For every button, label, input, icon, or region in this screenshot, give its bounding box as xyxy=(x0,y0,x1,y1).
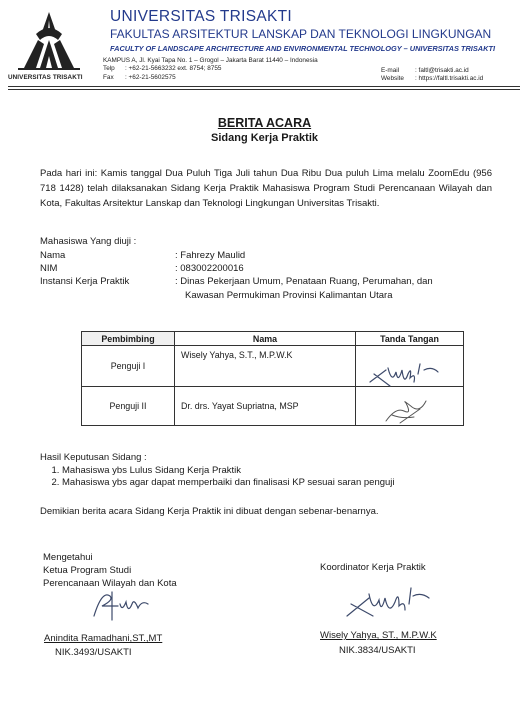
right-signatory-title: Koordinator Kerja Praktik xyxy=(320,562,426,573)
signature-drawing xyxy=(343,582,433,622)
nama-label: Nama xyxy=(40,250,66,261)
instansi-label: Instansi Kerja Praktik xyxy=(40,276,130,287)
nim-value: : 083002200016 xyxy=(175,263,244,274)
university-logo xyxy=(14,10,84,72)
header-divider-thin xyxy=(8,89,520,90)
list-item: 1. Mahasiswa ybs Lulus Sidang Kerja Praktik xyxy=(62,465,395,478)
left-signatory-line1: Mengetahui xyxy=(43,552,93,563)
list-item: 2. Mahasiswa ybs agar dapat memperbaiki dan finalisasi KP sesuai saran penguji xyxy=(62,477,395,490)
right-signatory-nik: NIK.3834/USAKTI xyxy=(339,645,416,656)
fax-value: : +62-21-5602575 xyxy=(125,73,176,81)
telp-label: Telp xyxy=(103,65,115,73)
university-name: UNIVERSITAS TRISAKTI xyxy=(110,8,292,25)
nim-label: NIM xyxy=(40,263,58,274)
instansi-value-line2: Kawasan Permukiman Provinsi Kalimantan Utara xyxy=(185,290,393,301)
left-signatory-line3: Perencanaan Wilayah dan Kota xyxy=(43,578,177,589)
email-label: E-mail xyxy=(381,67,400,74)
instansi-value-line1: : Dinas Pekerjaan Umum, Penataan Ruang, Perumahan, dan xyxy=(175,276,433,287)
nama-value: : Fahrezy Maulid xyxy=(175,250,246,261)
email-value[interactable]: : faltl@trisakti.ac.id xyxy=(415,67,469,74)
left-signatory-nik: NIK.3493/USAKTI xyxy=(55,647,132,658)
faculty-name: FAKULTAS ARSITEKTUR LANSKAP DAN TEKNOLOGI LINGKUNGAN xyxy=(110,27,492,41)
table-header-row xyxy=(82,332,464,346)
examiner-name: Dr. drs. Yayat Supriatna, MSP xyxy=(175,387,356,426)
address-line: KAMPUS A, Jl. Kyai Tapa No. 1 – Grogol – Jakarta Barat 11440 – Indonesia xyxy=(103,57,318,64)
closing-statement: Demikian berita acara Sidang Kerja Praktik ini dibuat dengan sebenar-benarnya. xyxy=(40,506,379,517)
website-label: Website xyxy=(381,75,404,83)
left-signatory-block xyxy=(43,551,177,590)
right-signatory-name: Wisely Yahya, ST., M.P.W.K xyxy=(320,630,437,641)
signature-drawing xyxy=(368,360,448,390)
signature-drawing xyxy=(88,586,158,626)
column-header: Nama xyxy=(175,332,356,346)
signature-drawing xyxy=(382,397,432,427)
address-block xyxy=(103,57,318,82)
document-title: BERITA ACARA xyxy=(217,116,312,130)
telp-value: : +62-21-5663232 ext. 8754; 8755 xyxy=(125,65,222,73)
contact-block xyxy=(381,67,483,84)
document-subtitle: Sidang Kerja Praktik xyxy=(211,132,318,144)
examiner-name: Wisely Yahya, S.T., M.P.W.K xyxy=(175,346,356,387)
fax-label: Fax xyxy=(103,73,114,81)
examiner-role: Penguji II xyxy=(82,387,175,426)
examiner-role: Penguji I xyxy=(82,346,175,387)
header-divider xyxy=(8,86,520,87)
column-header: Pembimbing xyxy=(82,332,175,346)
opening-paragraph: Pada hari ini: Kamis tanggal Dua Puluh Tiga Juli tahun Dua Ribu Dua puluh Lima melalu ZoomEdu (956 718 1428) telah dilaksanakan Sidang Kerja Praktik Mahasiswa Program Studi Perencanaan Wilayah dan Kota, Fakultas Arsitektur Lanskap dan Teknologi Lingkungan Universitas Trisakti. xyxy=(40,168,492,209)
left-signatory-line2: Ketua Program Studi xyxy=(43,565,132,576)
website-value[interactable]: : https://faltl.trisakti.ac.id xyxy=(415,75,484,83)
column-header: Tanda Tangan xyxy=(356,332,464,346)
left-signatory-name: Anindita Ramadhani,ST.,MT xyxy=(44,633,163,644)
results-list xyxy=(40,465,395,490)
results-block xyxy=(40,452,395,490)
logo-caption: UNIVERSITAS TRISAKTI xyxy=(8,74,83,81)
student-heading: Mahasiswa Yang diuji : xyxy=(40,236,137,247)
results-heading: Hasil Keputusan Sidang : xyxy=(40,452,147,463)
faculty-name-english: FACULTY OF LANDSCAPE ARCHITECTURE AND ENVIRONMENTAL TECHNOLOGY – UNIVERSITAS TRISAKTI xyxy=(110,44,496,53)
